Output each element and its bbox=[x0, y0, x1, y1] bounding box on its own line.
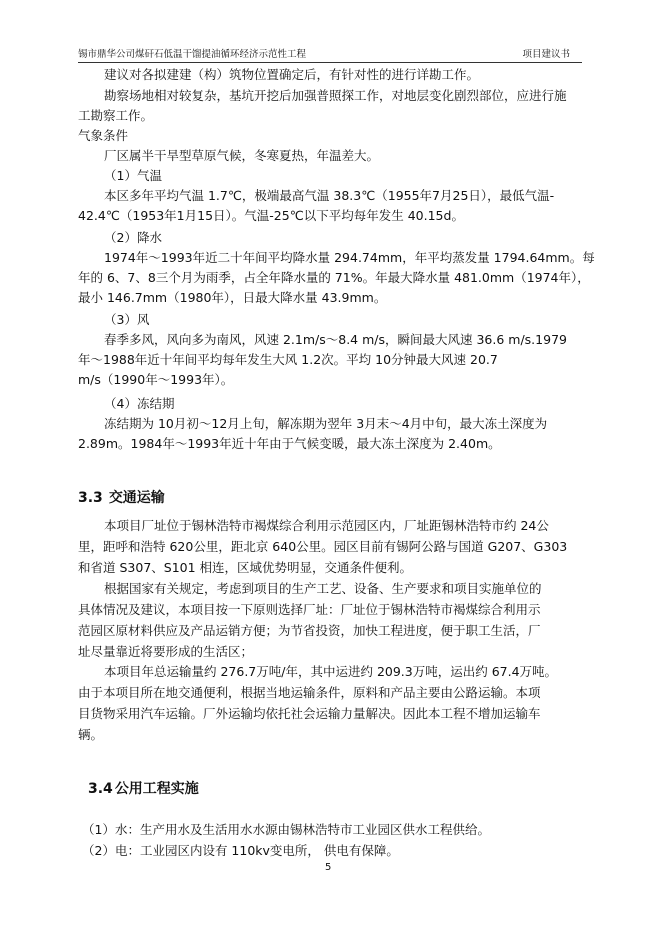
subheading-frost: （4）冻结期 bbox=[104, 396, 175, 411]
section-title: 公用工程实施 bbox=[114, 781, 199, 797]
paragraph-line: 工勘察工作。 bbox=[78, 108, 154, 123]
subheading-climate: 气象条件 bbox=[78, 128, 129, 143]
paragraph-line: 春季多风，风向多为南风，风速 2.1m/s～8.4 m/s，瞬间最大风速 36.6 m/s.1979 bbox=[104, 332, 567, 347]
running-header bbox=[78, 48, 580, 62]
paragraph-line: 厂区属半干旱型草原气候，冬寒夏热，年温差大。 bbox=[104, 148, 380, 163]
paragraph-line: 建议对各拟建建（构）筑物位置确定后，有针对性的进行详勘工作。 bbox=[104, 67, 480, 82]
section-number: 3.4 bbox=[88, 781, 113, 797]
paragraph-line: 根据国家有关规定，考虑到项目的生产工艺、设备、生产要求和项目实施单位的 bbox=[104, 581, 542, 596]
subheading-wind: （3）风 bbox=[104, 312, 150, 327]
paragraph-line: 勘察场地相对较复杂，基坑开挖后加强普照探工作，对地层变化剧烈部位，应进行施 bbox=[104, 88, 567, 103]
paragraph-line: 目货物采用汽车运输。厂外运输均依托社会运输力量解决。因此本工程不增加运输车 bbox=[78, 706, 541, 721]
paragraph-line: 年～1988年近十年间平均每年发生大风 1.2次。平均 10分钟最大风速 20.7 bbox=[78, 352, 498, 367]
paragraph-line: 年的 6、7、8三个月为雨季，占全年降水量的 71%。年最大降水量 481.0mm（1974年）， bbox=[78, 270, 590, 285]
paragraph-line: 本区多年平均气温 1.7℃，极端最高气温 38.3℃（1955年7月25日），最低气温- bbox=[104, 188, 555, 203]
header-doc-type: 项目建议书 bbox=[522, 49, 570, 60]
paragraph-line: 和省道 S307、S101 相连，区域优势明显，交通条件便利。 bbox=[78, 560, 413, 575]
header-rule bbox=[78, 62, 582, 63]
paragraph-line: 辆。 bbox=[78, 727, 104, 742]
subheading-temperature: （1）气温 bbox=[104, 168, 162, 183]
paragraph-line: m/s（1990年～1993年）。 bbox=[78, 372, 234, 387]
paragraph-line: 本项目年总运输量约 276.7万吨/年，其中运进约 209.3万吨，运出约 67.4万吨。 bbox=[104, 664, 558, 679]
paragraph-line: 里，距呼和浩特 620公里，距北京 640公里。园区目前有锡阿公路与国道 G207、G303 bbox=[78, 539, 568, 554]
section-heading-3-4 bbox=[88, 778, 199, 800]
paragraph-line: 2.89m。1984年～1993年近十年由于气候变暖，最大冻土深度为 2.40m。 bbox=[78, 436, 501, 451]
paragraph-line: 本项目厂址位于锡林浩特市褐煤综合利用示范园区内，厂址距锡林浩特市约 24公 bbox=[104, 518, 549, 533]
page-number: 5 bbox=[325, 862, 332, 873]
paragraph-line: 由于本项目所在地交通便利，根据当地运输条件，原料和产品主要由公路运输。本项 bbox=[78, 685, 541, 700]
paragraph-line: 范园区原材料供应及产品运销方便；为节省投资，加快工程进度，便于职工生活，厂 bbox=[78, 623, 541, 638]
paragraph-line: 1974年～1993年近二十年间平均降水量 294.74mm，年平均蒸发量 1794.64mm。每 bbox=[104, 250, 595, 265]
section-title: 交通运输 bbox=[108, 490, 165, 506]
paragraph-line: 最小 146.7mm（1980年），日最大降水量 43.9mm。 bbox=[78, 290, 387, 305]
paragraph-line: 42.4℃（1953年1月15日）。气温-25℃以下平均每年发生 40.15d。 bbox=[78, 208, 464, 223]
section-heading-3-3 bbox=[78, 487, 165, 509]
section-number: 3.3 bbox=[78, 490, 103, 506]
paragraph-line: 址尽量靠近将要形成的生活区； bbox=[78, 644, 254, 659]
list-item-power: （2）电：工业园区内设有 110kv变电所， 供电有保障。 bbox=[82, 843, 399, 858]
list-item-water: （1）水：生产用水及生活用水水源由锡林浩特市工业园区供水工程供给。 bbox=[82, 822, 490, 837]
subheading-precipitation: （2）降水 bbox=[104, 230, 162, 245]
header-project-title: 锡市鼎华公司煤矸石低温干馏提油循环经济示范性工程 bbox=[78, 49, 307, 60]
paragraph-line: 冻结期为 10月初～12月上旬，解冻期为翌年 3月末～4月中旬，最大冻土深度为 bbox=[104, 416, 548, 431]
paragraph-line: 具体情况及建议，本项目按一下原则选择厂址：厂址位于锡林浩特市褐煤综合利用示 bbox=[78, 602, 541, 617]
